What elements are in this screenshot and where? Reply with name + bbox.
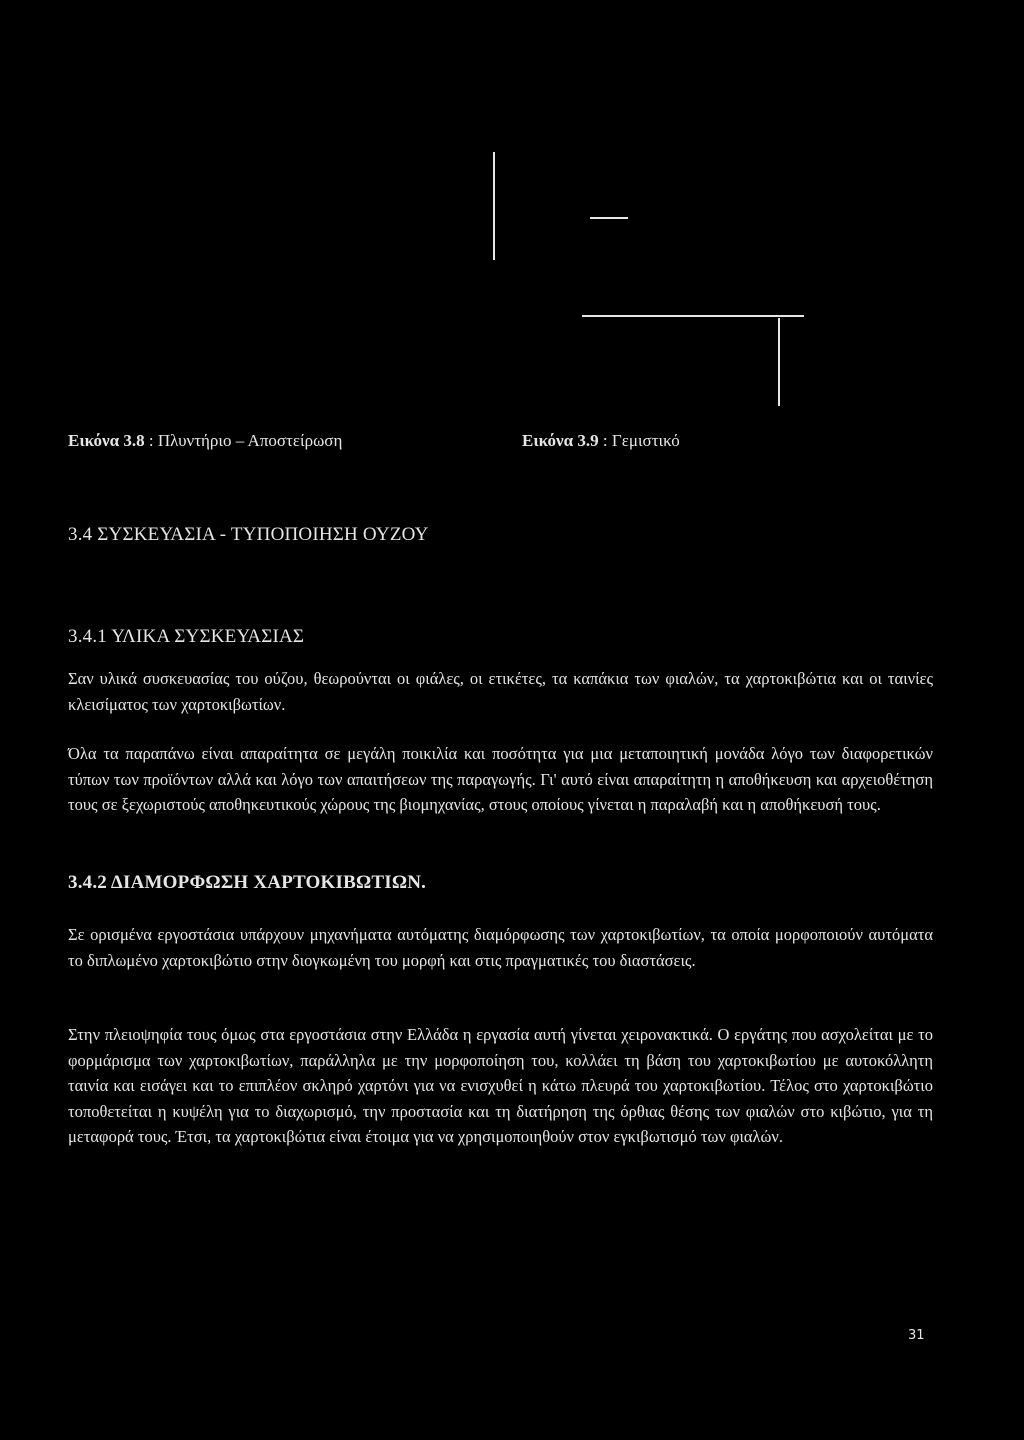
- section-3-4-title: 3.4 ΣΥΣΚΕΥΑΣΙΑ - ΤΥΠΟΠΟΙΗΣΗ ΟΥΖΟΥ: [68, 524, 429, 545]
- figure-caption-3-8: [68, 431, 342, 451]
- figure-caption-3-8-text: : Πλυντήριο – Αποστείρωση: [148, 431, 343, 450]
- figure-line-long-horizontal: [582, 315, 804, 317]
- section-3-4-2-title: 3.4.2 ΔΙΑΜΟΡΦΩΣΗ ΧΑΡΤΟΚΙΒΩΤΙΩΝ.: [68, 872, 427, 893]
- figure-line-short-horizontal: [590, 217, 628, 219]
- figure-caption-3-8-label: Εικόνα 3.8: [68, 431, 145, 450]
- page-number: 31: [908, 1328, 925, 1343]
- section-3-4-2-paragraph-1: Σε ορισμένα εργοστάσια υπάρχουν μηχανήματα αυτόματης διαμόρφωσης των χαρτοκιβωτίων, τα οποία μορφοποιούν αυτόματα το διπλωμένο χαρτοκιβώτιο στην διογκωμένη του μορφή και στις πραγματικές του διαστάσεις.: [68, 925, 933, 970]
- figure-line-vertical-right: [778, 318, 780, 406]
- section-3-4-1-title: 3.4.1 ΥΛΙΚΑ ΣΥΣΚΕΥΑΣΙΑΣ: [68, 626, 305, 647]
- section-3-4-1-paragraph-2: Όλα τα παραπάνω είναι απαραίτητα σε μεγάλη ποικιλία και ποσότητα για μια μεταποιητική μονάδα λόγο των διαφορετικών τύπων των προϊόντων αλλά και λόγο των απαιτήσεων της παραγωγής. Γι' αυτό είναι απαραίτητη η αποθήκευση και αρχειοθέτηση τους σε ξεχωριστούς αποθηκευτικούς χώρους της βιομηχανίας, στους οποίους γίνεται η παραλαβή και η αποθήκευσή τους.: [68, 744, 933, 814]
- figure-caption-3-9-text: : Γεμιστικό: [602, 431, 680, 450]
- figure-caption-3-9: [522, 431, 680, 451]
- section-3-4-2-paragraph-2: Στην πλειοψηφία τους όμως στα εργοστάσια στην Ελλάδα η εργασία αυτή γίνεται χειρονακτικά. Ο εργάτης που ασχολείται με το φορμάρισμα των χαρτοκιβωτίων, παράλληλα με την μορφοποίηση του, κολλάει τη βάση του χαρτοκιβωτίου με αυτοκόλλητη ταινία και εισάγει και το επιπλέον σκληρό χαρτόνι για να ενισχυθεί η κάτω πλευρά του χαρτοκιβωτίου. Τέλος στο χαρτοκιβώτιο τοποθετείται η κυψέλη για το διαχωρισμό, την προστασία και τη διατήρηση της όρθιας θέσης των φιαλών στο κιβώτιο, για τη μεταφορά τους. Έτσι, τα χαρτοκιβώτια είναι έτοιμα για να χρησιμοποιηθούν στον εγκιβωτισμό των φιαλών.: [68, 1025, 933, 1146]
- figure-line-vertical-left: [493, 152, 495, 260]
- figure-caption-3-9-label: Εικόνα 3.9: [522, 431, 599, 450]
- section-3-4-1-paragraph-1: Σαν υλικά συσκευασίας του ούζου, θεωρούνται οι φιάλες, οι ετικέτες, τα καπάκια των φιαλών, τα χαρτοκιβώτια και οι ταινίες κλεισίματος των χαρτοκιβωτίων.: [68, 669, 933, 714]
